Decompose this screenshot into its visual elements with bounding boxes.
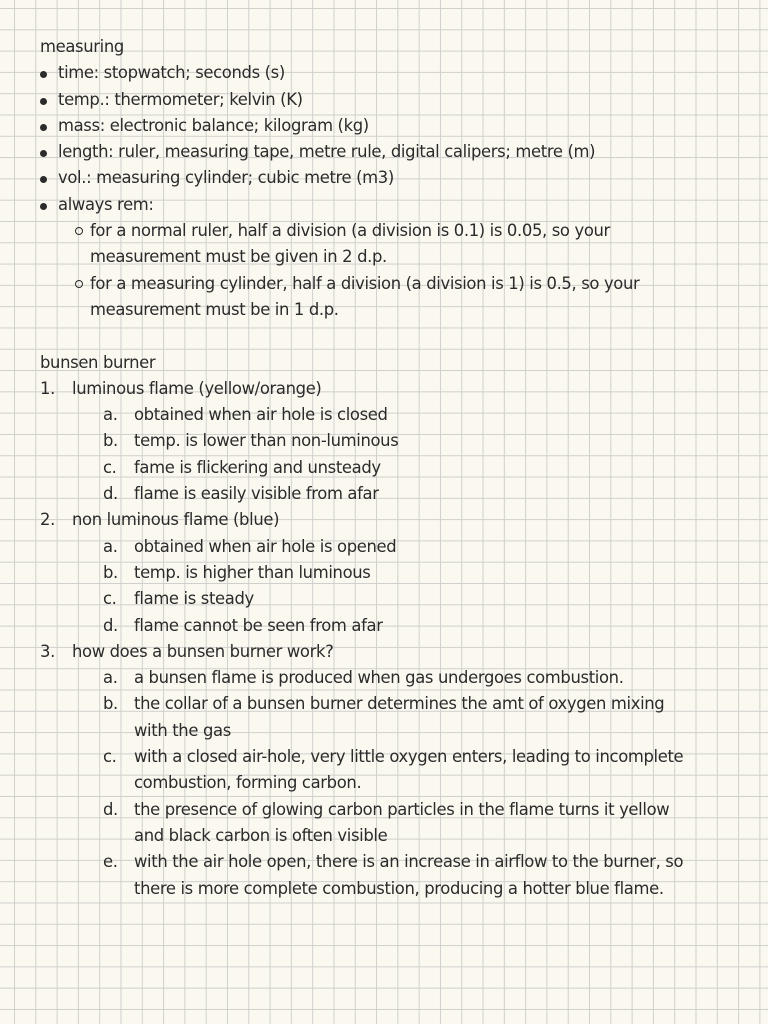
letter-marker: a.	[103, 405, 118, 425]
lettered-item	[0, 665, 768, 691]
bullet-text: always rem:	[58, 194, 154, 214]
lettered-item	[0, 560, 768, 586]
lettered-item-continuation	[0, 823, 768, 849]
numbered-item-text: non luminous flame (blue)	[72, 510, 280, 530]
bullet-item	[0, 192, 768, 218]
measuring-heading: measuring	[40, 37, 124, 56]
numbered-item-text: how does a bunsen burner work?	[72, 641, 334, 661]
numbered-item	[0, 376, 768, 402]
number-marker: 3.	[40, 641, 55, 661]
lettered-item-text: combustion, forming carbon.	[134, 773, 362, 793]
letter-marker: b.	[103, 431, 118, 451]
letter-marker: e.	[103, 852, 118, 872]
numbered-item	[0, 639, 768, 665]
number-marker: 1.	[40, 378, 55, 398]
bullet-dot-icon	[40, 98, 47, 105]
lettered-item	[0, 797, 768, 823]
lettered-item	[0, 744, 768, 770]
bullet-item	[0, 139, 768, 165]
bullet-item	[0, 165, 768, 191]
lettered-item-text: the collar of a bunsen burner determines the amt of oxygen mixing	[134, 694, 665, 714]
letter-marker: b.	[103, 562, 118, 582]
lettered-item-text: temp. is higher than luminous	[134, 562, 371, 582]
lettered-item-text: obtained when air hole is closed	[134, 405, 388, 425]
lettered-item-text: flame is easily visible from afar	[134, 484, 379, 504]
numbered-item-text: luminous flame (yellow/orange)	[72, 378, 322, 398]
bullet-item	[0, 87, 768, 113]
bullet-dot-icon	[40, 203, 47, 210]
bullet-dot-icon	[40, 71, 47, 78]
bullet-text: vol.: measuring cylinder; cubic metre (m3)	[58, 168, 394, 188]
bullet-item	[0, 60, 768, 86]
sub-bullet-text: for a measuring cylinder, half a division (a division is 1) is 0.5, so your	[90, 273, 640, 293]
letter-marker: a.	[103, 668, 118, 688]
bunsen-heading: bunsen burner	[40, 352, 156, 372]
notes-page	[0, 34, 768, 902]
lettered-item-text: flame is steady	[134, 589, 254, 609]
bullet-text: length: ruler, measuring tape, metre rule, digital calipers; metre (m)	[58, 142, 596, 162]
lettered-item-text: with the air hole open, there is an increase in airflow to the burner, so	[134, 852, 684, 872]
lettered-item	[0, 455, 768, 481]
lettered-item-text: and black carbon is often visible	[134, 825, 388, 845]
lettered-item-text: flame cannot be seen from afar	[134, 615, 383, 635]
lettered-item	[0, 849, 768, 875]
circle-bullet-icon	[75, 227, 83, 235]
lettered-item-text: the presence of glowing carbon particles in the flame turns it yellow	[134, 799, 670, 819]
sub-bullet-text: for a normal ruler, half a division (a division is 0.1) is 0.05, so your	[90, 221, 610, 241]
letter-marker: c.	[103, 589, 117, 609]
letter-marker: b.	[103, 694, 118, 714]
bullet-text: time: stopwatch; seconds (s)	[58, 63, 285, 83]
lettered-item-continuation	[0, 718, 768, 744]
sub-bullet-text: measurement must be in 1 d.p.	[90, 299, 339, 319]
letter-marker: c.	[103, 457, 117, 477]
lettered-item-text: temp. is lower than non-luminous	[134, 431, 399, 451]
sub-bullet-item	[0, 271, 768, 297]
circle-bullet-icon	[75, 280, 83, 288]
lettered-item	[0, 586, 768, 612]
sub-bullet-text: measurement must be given in 2 d.p.	[90, 247, 387, 267]
bullet-text: mass: electronic balance; kilogram (kg)	[58, 115, 369, 135]
bullet-dot-icon	[40, 176, 47, 183]
lettered-item-text: a bunsen flame is produced when gas undergoes combustion.	[134, 668, 624, 688]
letter-marker: d.	[103, 615, 118, 635]
bullet-text: temp.: thermometer; kelvin (K)	[58, 89, 303, 109]
sub-bullet-continuation	[0, 297, 768, 323]
lettered-item	[0, 534, 768, 560]
lettered-item	[0, 613, 768, 639]
bullet-dot-icon	[40, 124, 47, 131]
numbered-item	[0, 507, 768, 533]
letter-marker: d.	[103, 484, 118, 504]
lettered-item-continuation	[0, 876, 768, 902]
lettered-item	[0, 481, 768, 507]
lettered-item	[0, 428, 768, 454]
bullet-dot-icon	[40, 150, 47, 157]
lettered-item	[0, 402, 768, 428]
lettered-item	[0, 691, 768, 717]
lettered-item-text: with the gas	[134, 720, 231, 740]
letter-marker: c.	[103, 747, 117, 767]
letter-marker: a.	[103, 536, 118, 556]
sub-bullet-item	[0, 218, 768, 244]
lettered-item-continuation	[0, 770, 768, 796]
lettered-item-text: there is more complete combustion, producing a hotter blue flame.	[134, 878, 664, 898]
lettered-item-text: with a closed air-hole, very little oxygen enters, leading to incomplete	[134, 747, 684, 767]
letter-marker: d.	[103, 799, 118, 819]
blank-line	[0, 323, 768, 349]
number-marker: 2.	[40, 510, 55, 530]
bullet-item	[0, 113, 768, 139]
sub-bullet-continuation	[0, 244, 768, 270]
lettered-item-text: obtained when air hole is opened	[134, 536, 397, 556]
lettered-item-text: fame is flickering and unsteady	[134, 457, 381, 477]
